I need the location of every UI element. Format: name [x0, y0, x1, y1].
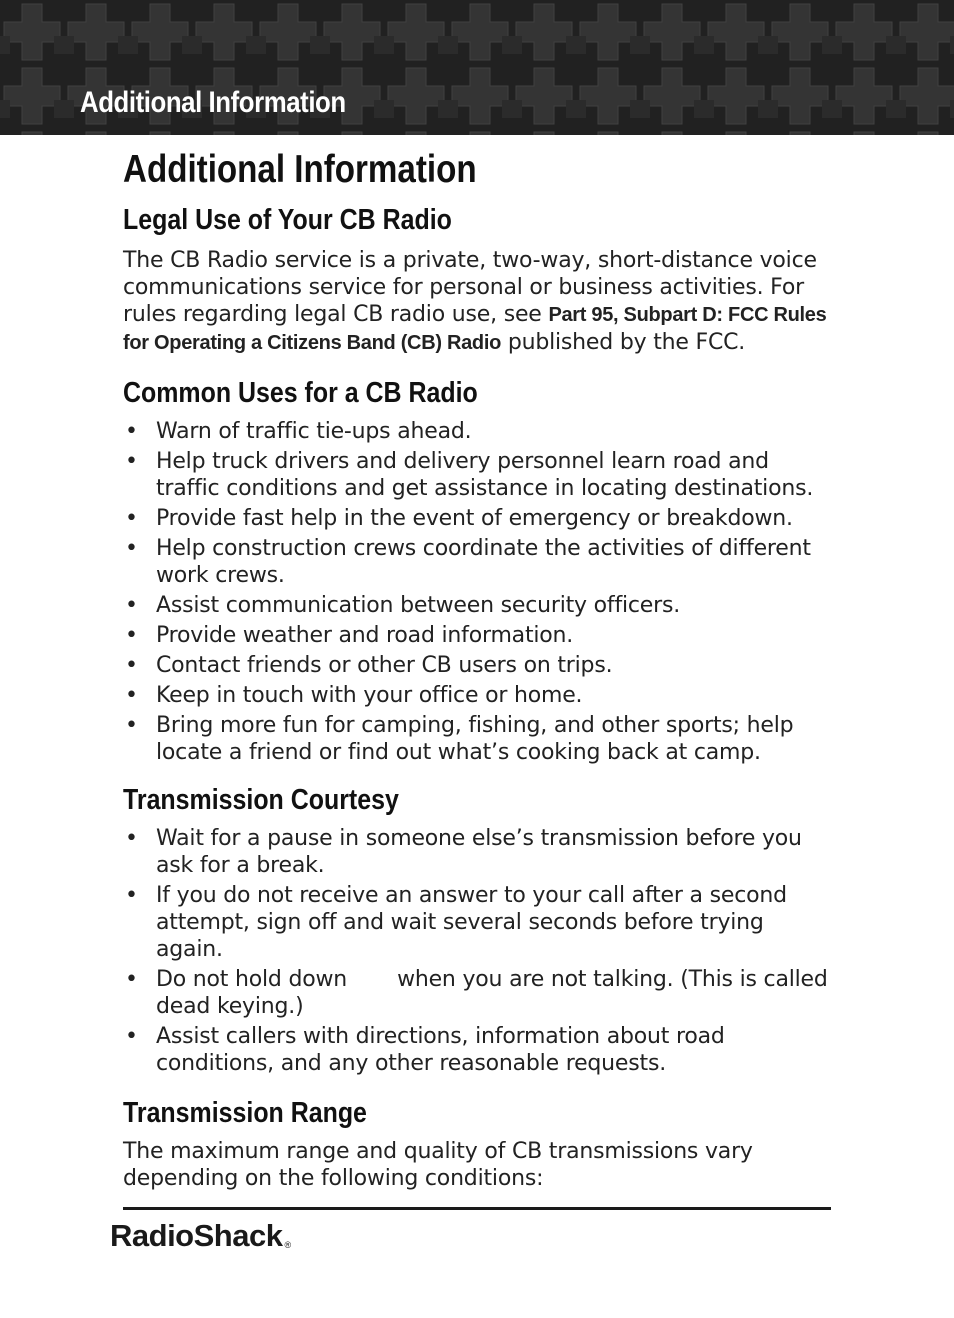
legal-text-before: The CB Radio service is a private, two-way, short-distance voice communications service for personal or business activities. For rules regarding legal CB radio use, see: [123, 248, 817, 327]
page-title: Additional Information: [123, 148, 477, 191]
common-uses-section: [123, 377, 835, 766]
list-item-text: Assist callers with directions, information about road conditions, and any other reasonable requests.: [156, 1024, 725, 1076]
legal-heading: Legal Use of Your CB Radio: [123, 204, 452, 236]
bullet: •: [125, 683, 138, 708]
legal-section: [123, 204, 835, 357]
list-item-text: Contact friends or other CB users on trips.: [156, 653, 613, 678]
brand-name: RadioShack: [110, 1218, 283, 1253]
list-item-text: Provide weather and road information.: [156, 623, 574, 648]
bullet: •: [125, 713, 138, 738]
range-paragraph: The maximum range and quality of CB transmissions vary depending on the following conditions:: [123, 1139, 753, 1191]
list-item-text: Do not hold down: [156, 967, 348, 992]
main-content: [123, 140, 835, 1192]
list-item-text: when you are not talking. (This is called dead keying.): [156, 967, 828, 1019]
common-uses-list: [123, 418, 835, 766]
list-item: [123, 592, 835, 619]
bullet: •: [125, 506, 138, 531]
fcc-reference: Part 95, Subpart D: FCC Rules for Operating a Citizens Band (CB) Radio: [123, 304, 827, 354]
courtesy-section: [123, 784, 835, 1077]
list-item: [123, 966, 835, 1020]
footer-divider: [123, 1207, 831, 1210]
legal-text-after: published by the FCC.: [501, 330, 746, 355]
list-item-text: Bring more fun for camping, fishing, and other sports; help locate a friend or find out what’s cooking back at camp.: [156, 713, 794, 765]
registered-mark: ®: [284, 1240, 291, 1250]
courtesy-list: [123, 825, 835, 1077]
list-item: [123, 882, 835, 963]
list-item: [123, 535, 835, 589]
courtesy-heading: Transmission Courtesy: [123, 784, 399, 816]
list-item: [123, 652, 835, 679]
legal-paragraph: [123, 247, 835, 357]
bullet: •: [125, 826, 138, 851]
radioshack-logo: [110, 1218, 291, 1254]
range-section: [123, 1097, 835, 1192]
header-banner: [0, 0, 954, 135]
bullet: •: [125, 1024, 138, 1049]
list-item-text: Keep in touch with your office or home.: [156, 683, 583, 708]
list-item-text: Provide fast help in the event of emergency or breakdown.: [156, 506, 793, 531]
list-item-text: Help construction crews coordinate the activities of different work crews.: [156, 536, 811, 588]
list-item: [123, 682, 835, 709]
list-item: [123, 712, 835, 766]
list-item-text: Warn of traffic tie-ups ahead.: [156, 419, 472, 444]
range-heading: Transmission Range: [123, 1097, 367, 1129]
list-item: [123, 622, 835, 649]
bullet: •: [125, 536, 138, 561]
list-item-text: If you do not receive an answer to your call after a second attempt, sign off and wait several seconds before trying again.: [156, 883, 787, 962]
bullet: •: [125, 967, 138, 992]
bullet: •: [125, 653, 138, 678]
list-item: [123, 1023, 835, 1077]
bullet: •: [125, 593, 138, 618]
list-item: [123, 505, 835, 532]
bullet: •: [125, 419, 138, 444]
bullet: •: [125, 449, 138, 474]
list-item-text: Help truck drivers and delivery personnel learn road and traffic conditions and get assistance in locating destinations.: [156, 449, 814, 501]
section-title: Additional Information: [80, 86, 346, 119]
bullet: •: [125, 883, 138, 908]
list-item: [123, 825, 835, 879]
list-item-text: Wait for a pause in someone else’s transmission before you ask for a break.: [156, 826, 802, 878]
list-item-text: Assist communication between security officers.: [156, 593, 681, 618]
list-item: [123, 448, 835, 502]
list-item: [123, 418, 835, 445]
bullet: •: [125, 623, 138, 648]
common-uses-heading: Common Uses for a CB Radio: [123, 377, 478, 409]
